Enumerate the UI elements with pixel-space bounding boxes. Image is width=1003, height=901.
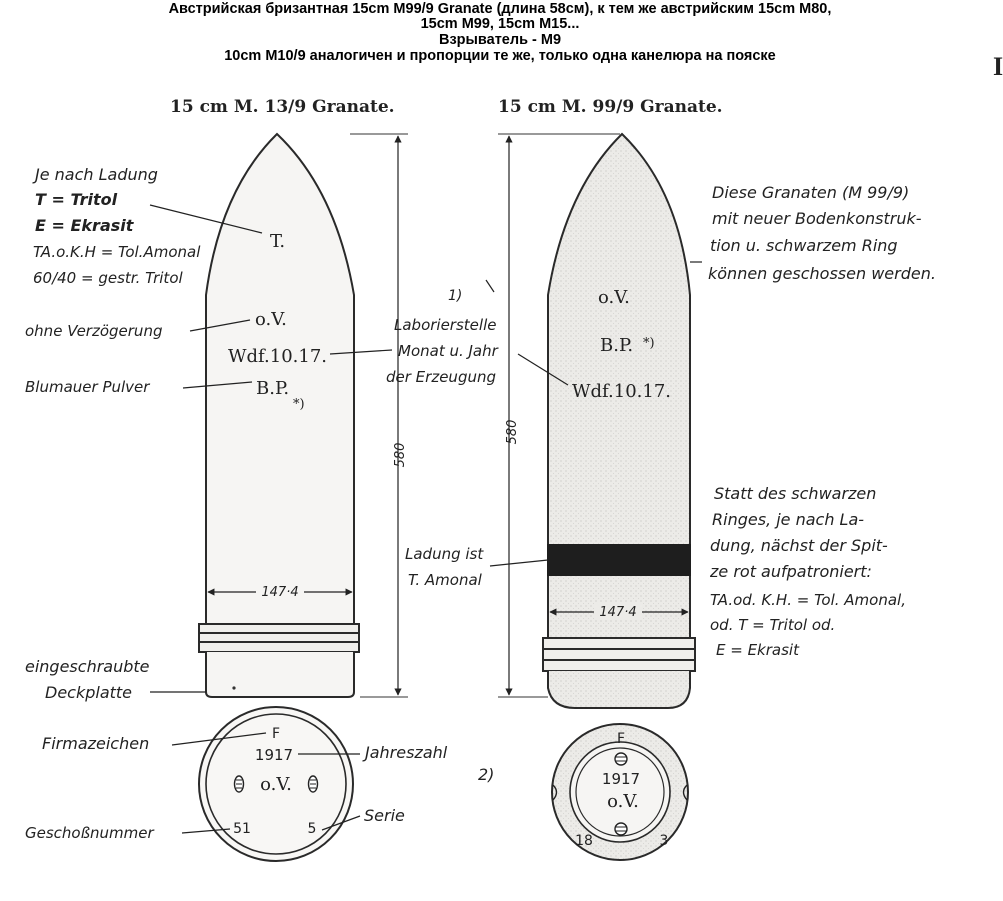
- note-statt-2: Ringes, je nach La-: [712, 510, 865, 529]
- note-charge-ta: TA.o.K.H = Tol.Amonal: [33, 243, 201, 261]
- note-ohne-verz: ohne Verzögerung: [25, 322, 163, 340]
- right-base-num: 18: [575, 833, 593, 849]
- right-base-ov: o.V.: [607, 791, 639, 812]
- note-charge-e: E = Ekrasit: [35, 216, 134, 235]
- right-driving-band: [543, 638, 695, 671]
- note-footnote-2: 2): [478, 765, 495, 784]
- note-laborier-1: Laborierstelle: [394, 316, 497, 334]
- note-jahreszahl: Jahreszahl: [365, 743, 448, 762]
- left-base-ov: o.V.: [260, 774, 292, 795]
- note-statt-4: ze rot aufpatroniert:: [710, 562, 872, 581]
- right-mark-bp: B.P.: [600, 335, 634, 356]
- left-mark-ov: o.V.: [255, 309, 287, 330]
- right-base-year: 1917: [601, 770, 641, 788]
- header-line-3: Взрыватель - M9: [438, 32, 562, 48]
- left-shell: [199, 134, 359, 697]
- right-diameter: 147·4: [599, 605, 637, 620]
- right-mark-asterisk: *): [643, 336, 655, 351]
- note-statt-6: od. T = Tritol od.: [710, 616, 836, 634]
- note-eingeschraubte-1: eingeschraubte: [25, 657, 150, 676]
- note-ladung-2: T. Amonal: [408, 571, 482, 589]
- right-mark-ov: o.V.: [598, 287, 630, 308]
- left-driving-band: [199, 624, 359, 652]
- header-line-2: 15cm M99, 15cm M15...: [420, 16, 580, 32]
- right-base-f: F: [616, 731, 626, 747]
- left-length: 580: [393, 442, 408, 468]
- right-shell-title: 15 cm M. 99/9 Granate.: [498, 97, 723, 117]
- note-geschoss: Geschoßnummer: [25, 824, 154, 842]
- note-statt-3: dung, nächst der Spit-: [710, 536, 888, 555]
- right-mark-wdf: Wdf.10.17.: [572, 381, 672, 402]
- right-black-ring: [548, 545, 690, 575]
- note-eingeschraubte-2: Deckplatte: [45, 683, 133, 702]
- left-base-num: 51: [233, 821, 251, 837]
- left-mark-asterisk: *): [293, 397, 305, 412]
- note-laborier-3: der Erzeugung: [386, 368, 496, 386]
- left-base-plate: [206, 652, 354, 697]
- note-ladung-1: Ladung ist: [405, 545, 484, 563]
- right-length: 580: [505, 419, 520, 445]
- left-mark-t: T.: [270, 231, 286, 252]
- note-right-4: können geschossen werden.: [708, 264, 936, 283]
- note-right-3: tion u. schwarzem Ring: [710, 236, 898, 255]
- left-diameter: 147·4: [261, 585, 299, 600]
- note-statt-1: Statt des schwarzen: [714, 484, 877, 503]
- header-line-4: 10cm M10/9 аналогичен и пропорции те же, только одна канелюра на пояске: [224, 48, 776, 64]
- edge-fragment: I: [993, 52, 1003, 81]
- note-blumauer: Blumauer Pulver: [25, 378, 150, 396]
- left-mark-bp: B.P.: [256, 378, 290, 399]
- note-footnote-1: 1): [448, 288, 463, 304]
- left-base-year: 1917: [254, 746, 294, 764]
- note-charge-6040: 60/40 = gestr. Tritol: [33, 269, 183, 287]
- note-serie: Serie: [364, 806, 405, 825]
- note-laborier-2: Monat u. Jahr: [398, 342, 498, 360]
- note-charge-title: Je nach Ladung: [35, 165, 158, 184]
- note-statt-7: E = Ekrasit: [716, 641, 799, 659]
- note-statt-5: TA.od. K.H. = Tol. Amonal,: [710, 591, 906, 609]
- left-base-serie: 5: [307, 821, 317, 837]
- right-shell: [543, 134, 695, 708]
- header-line-1: Австрийская бризантная 15cm M99/9 Granate (длина 58см), к тем же австрийским 15cm M80,: [168, 1, 832, 17]
- left-mark-wdf: Wdf.10.17.: [228, 346, 328, 367]
- right-base-serie: 3: [659, 833, 669, 849]
- note-firmazeichen: Firmazeichen: [42, 734, 150, 753]
- note-charge-t: T = Tritol: [35, 190, 118, 209]
- left-shell-title: 15 cm M. 13/9 Granate.: [170, 97, 395, 117]
- note-right-2: mit neuer Bodenkonstruk-: [712, 209, 922, 228]
- left-base-f: F: [271, 726, 281, 742]
- right-base: [548, 671, 690, 708]
- note-right-1: Diese Granaten (M 99/9): [712, 183, 910, 202]
